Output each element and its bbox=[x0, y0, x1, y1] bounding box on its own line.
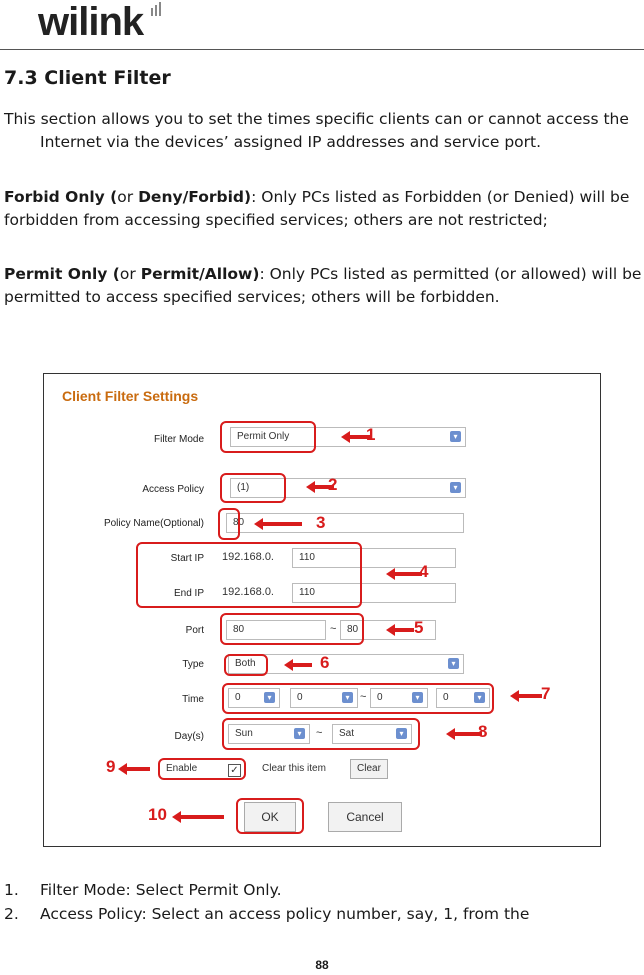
type-select[interactable]: Both ▾ bbox=[228, 654, 464, 674]
chevron-down-icon: ▾ bbox=[396, 728, 407, 739]
enable-label: Enable bbox=[166, 763, 198, 774]
callout-number-2: 2 bbox=[328, 475, 338, 494]
forbid-paragraph: Forbid Only (or Deny/Forbid): Only PCs listed as Forbidden (or Denied) will be forbidden from accessing specified services; others are not restricted; bbox=[4, 188, 630, 229]
callout-arrow-3 bbox=[262, 522, 302, 526]
callout-box-4 bbox=[136, 542, 362, 608]
port-label: Port bbox=[185, 625, 204, 636]
start-ip-input[interactable]: 110 bbox=[292, 548, 456, 568]
figure-title: Client Filter Settings bbox=[62, 388, 199, 404]
end-ip-prefix: 192.168.0. bbox=[222, 586, 274, 598]
step-item-1: 1. Filter Mode: Select Permit Only. bbox=[4, 881, 282, 899]
callout-number-3: 3 bbox=[316, 513, 326, 532]
callout-number-9: 9 bbox=[106, 757, 116, 776]
callout-box-2 bbox=[220, 473, 286, 503]
policy-name-label: Policy Name(Optional) bbox=[103, 518, 204, 529]
callout-number-5: 5 bbox=[414, 618, 424, 637]
callout-number-4: 4 bbox=[419, 562, 429, 581]
clear-button[interactable]: Clear bbox=[350, 759, 388, 779]
permit-paragraph: Permit Only (or Permit/Allow): Only PCs listed as permitted (or allowed) will be permitted to access specified services; others will be forbidden. bbox=[4, 265, 642, 306]
callout-box-5 bbox=[220, 613, 364, 645]
chevron-down-icon: ▾ bbox=[342, 692, 353, 703]
day-range-separator: ~ bbox=[316, 727, 323, 739]
end-ip-label: End IP bbox=[173, 588, 204, 599]
callout-box-1 bbox=[220, 421, 316, 453]
chevron-down-icon: ▾ bbox=[450, 431, 461, 442]
day-from-select[interactable]: Sun ▾ bbox=[228, 724, 310, 744]
signal-icon bbox=[150, 2, 164, 18]
callout-number-8: 8 bbox=[478, 722, 488, 741]
callout-arrow-7 bbox=[518, 694, 542, 698]
callout-number-10: 10 bbox=[148, 805, 167, 824]
filter-mode-select[interactable]: Permit Only ▾ bbox=[230, 427, 466, 447]
access-policy-label: Access Policy bbox=[142, 484, 204, 495]
time-end-hour-select[interactable]: 0 ▾ bbox=[370, 688, 428, 708]
page-number: 88 bbox=[315, 958, 329, 972]
ok-button[interactable]: OK bbox=[244, 802, 296, 832]
intro-paragraph: This section allows you to set the times specific clients can or cannot access the Internet via the devices’ assigned IP addresses and service port. bbox=[4, 110, 629, 151]
header-divider bbox=[0, 49, 644, 50]
step-item-2: 2. Access Policy: Select an access policy number, say, 1, from the bbox=[4, 905, 530, 923]
enable-checkbox[interactable]: ✓ bbox=[228, 764, 241, 777]
callout-arrow-4 bbox=[394, 572, 422, 576]
port-from-input[interactable]: 80 bbox=[226, 620, 326, 640]
policy-name-input[interactable]: 80 bbox=[226, 513, 464, 533]
client-filter-figure bbox=[43, 373, 601, 847]
section-title: 7.3 Client Filter bbox=[4, 67, 171, 89]
filter-mode-label: Filter Mode bbox=[153, 434, 204, 445]
callout-number-7: 7 bbox=[541, 684, 551, 703]
chevron-down-icon: ▾ bbox=[450, 482, 461, 493]
callout-number-6: 6 bbox=[320, 653, 330, 672]
callout-box-10 bbox=[236, 798, 304, 834]
callout-number-1: 1 bbox=[366, 425, 376, 444]
start-ip-prefix: 192.168.0. bbox=[222, 551, 274, 563]
type-label: Type bbox=[182, 659, 204, 670]
callout-arrow-5 bbox=[394, 628, 414, 632]
callout-arrow-10 bbox=[180, 815, 224, 819]
wilink-logo: wilink bbox=[38, 0, 144, 44]
chevron-down-icon: ▾ bbox=[412, 692, 423, 703]
time-range-separator: ~ bbox=[360, 691, 367, 703]
chevron-down-icon: ▾ bbox=[448, 658, 459, 669]
chevron-down-icon: ▾ bbox=[264, 692, 275, 703]
day-to-select[interactable]: Sat ▾ bbox=[332, 724, 412, 744]
time-end-minute-select[interactable]: 0 ▾ bbox=[436, 688, 490, 708]
clear-item-label: Clear this item bbox=[262, 763, 326, 774]
chevron-down-icon: ▾ bbox=[294, 728, 305, 739]
callout-arrow-6 bbox=[292, 663, 312, 667]
callout-arrow-9 bbox=[126, 767, 150, 771]
time-label: Time bbox=[182, 694, 204, 705]
callout-box-3 bbox=[218, 508, 240, 540]
callout-box-9 bbox=[158, 758, 246, 780]
end-ip-input[interactable]: 110 bbox=[292, 583, 456, 603]
time-start-minute-select[interactable]: 0 ▾ bbox=[290, 688, 358, 708]
cancel-button[interactable]: Cancel bbox=[328, 802, 402, 832]
port-to-input[interactable]: 80 bbox=[340, 620, 436, 640]
start-ip-label: Start IP bbox=[170, 553, 204, 564]
callout-box-7 bbox=[222, 683, 494, 714]
callout-box-8 bbox=[222, 718, 420, 750]
access-policy-select[interactable]: (1) ▾ bbox=[230, 478, 466, 498]
callout-box-6 bbox=[224, 654, 268, 676]
days-label: Day(s) bbox=[174, 731, 204, 742]
time-start-hour-select[interactable]: 0 ▾ bbox=[228, 688, 280, 708]
port-range-separator: ~ bbox=[330, 623, 337, 635]
chevron-down-icon: ▾ bbox=[474, 692, 485, 703]
